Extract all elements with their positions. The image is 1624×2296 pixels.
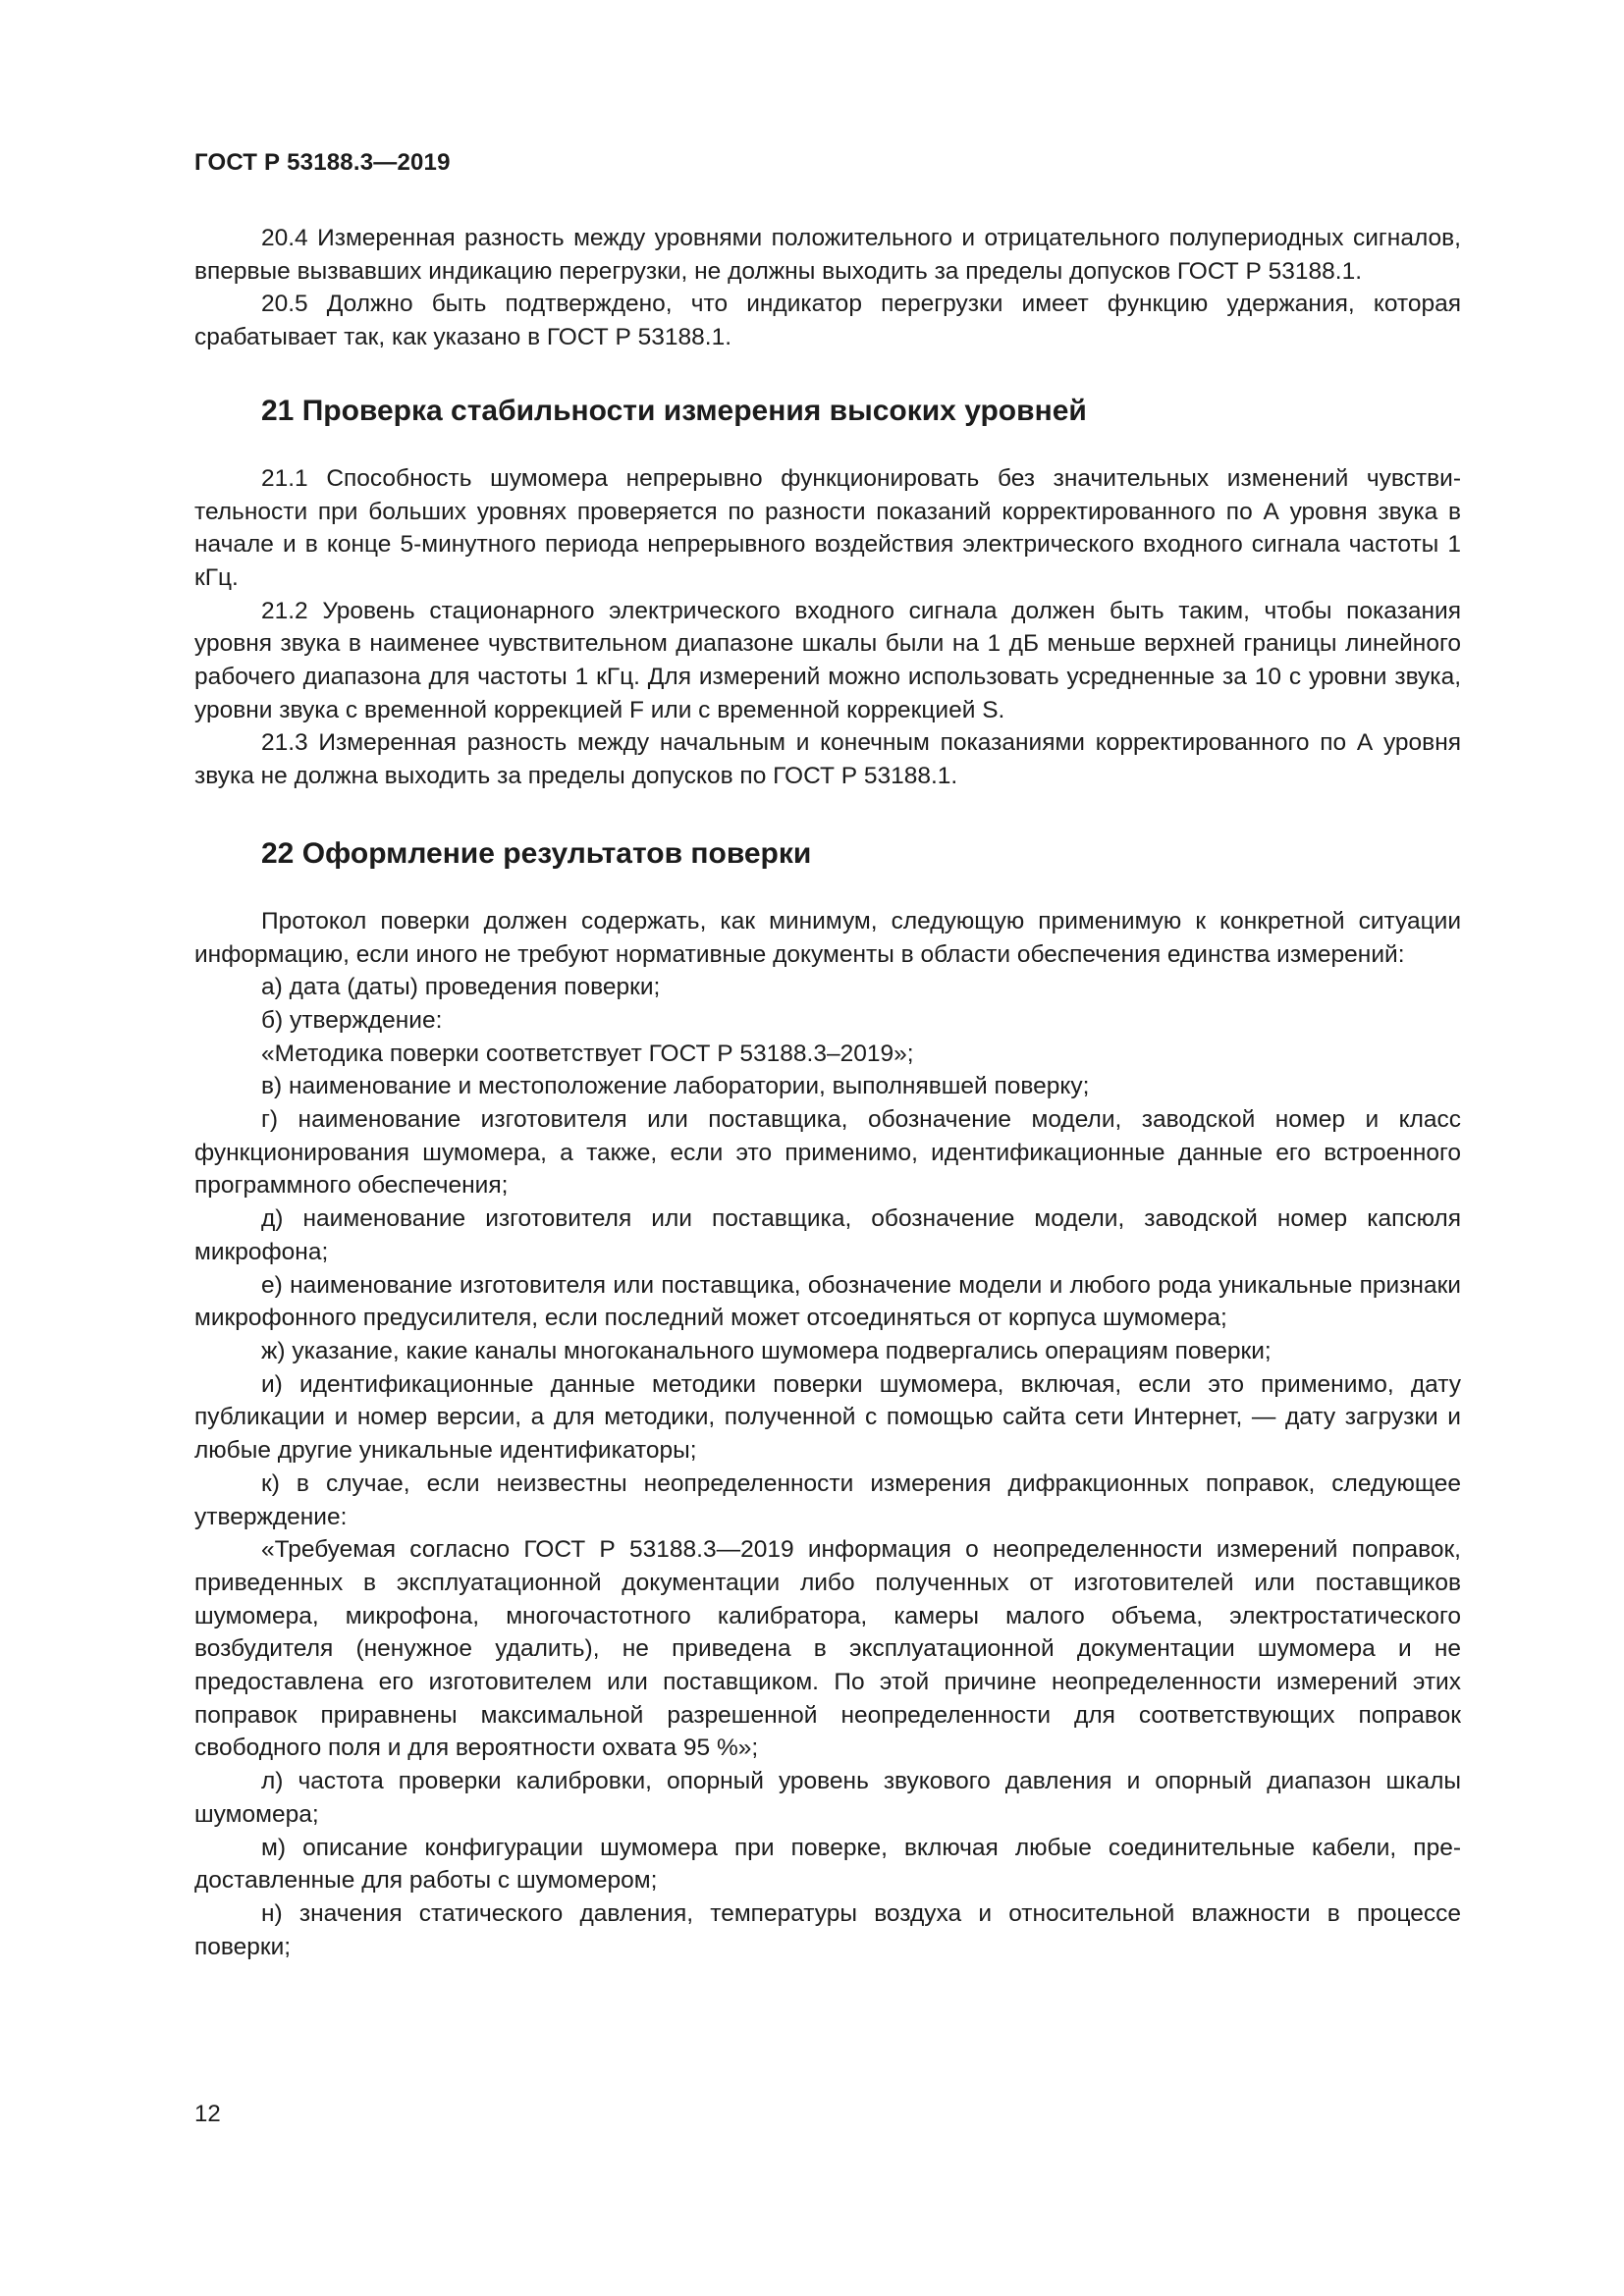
list-item-l: л) частота проверки калибровки, опорный уровень звукового давления и опорный диапазон шкалы шумомера; bbox=[194, 1768, 1461, 1828]
paragraph-21-2: 21.2 Уровень стационарного электрического входного сигнала должен быть таким, чтобы показания уровня звука в наименее чувствительном диапазоне шкалы были на 1 дБ меньше верхней границы линейного рабочего диапазона для частоты 1 кГц. Для измерений можно использовать усредненные за 10 с уровни звука, уровни звука с временной коррекцией F или с временной коррекцией S. bbox=[194, 597, 1461, 723]
document-header: ГОСТ Р 53188.3—2019 bbox=[194, 149, 451, 176]
section-22-heading: 22 Оформление результатов поверки bbox=[261, 836, 812, 870]
list-item-b: б) утверждение: bbox=[261, 1006, 443, 1034]
list-item-v: в) наименование и местоположение лаборатории, выполнявшей поверку; bbox=[261, 1073, 1090, 1100]
list-item-zh: ж) указание, какие каналы многоканального шумомера подвергались операциям поверки; bbox=[261, 1337, 1272, 1364]
paragraph-20-4: 20.4 Измеренная разность между уровнями положительного и отрицательного полупериодных сигналов, впервые вызвавших индикацию перегрузки, не должны выходить за пределы допусков ГОСТ Р 53188.1. bbox=[194, 225, 1461, 285]
section-21-heading: 21 Проверка стабильности измерения высоких уровней bbox=[261, 394, 1087, 427]
paragraph-21-1: 21.1 Способность шумомера непрерывно функционировать без значительных изменений чувствительности при больших уровнях проверяется по разности показаний корректированного по А уровня звука в начале и в конце 5-минутного периода непрерывного воздействия электрического входного сигнала частоты 1 кГц. bbox=[194, 464, 1461, 591]
list-item-a: а) дата (даты) проведения поверки; bbox=[261, 974, 661, 1001]
list-item-g: г) наименование изготовителя или поставщика, обозначение модели, заводской номер и класс функционирования шумомера, а также, если это применимо, идентификационные данные его встроенного программного обеспечения; bbox=[194, 1106, 1461, 1200]
paragraph-21-3: 21.3 Измеренная разность между начальным и конечным показаниями корректированного по А уровня звука не должна выходить за пределы допусков по ГОСТ Р 53188.1. bbox=[194, 729, 1461, 790]
list-item-e: е) наименование изготовителя или поставщика, обозначение модели и любого рода уникальные признаки микрофонного предусилителя, если последний может отсоединяться от корпуса шумомера; bbox=[194, 1271, 1461, 1332]
list-item-m: м) описание конфигурации шумомера при поверке, включая любые соединительные кабели, предоставленные для работы с шумомером; bbox=[194, 1834, 1461, 1895]
list-item-b-statement: «Методика поверки соответствует ГОСТ Р 53188.3–2019»; bbox=[261, 1040, 914, 1067]
list-item-d: д) наименование изготовителя или поставщика, обозначение модели, заводской номер капсюля микрофона; bbox=[194, 1205, 1461, 1265]
list-item-n: н) значения статического давления, температуры воздуха и относительной влажности в процессе поверки; bbox=[194, 1899, 1461, 1960]
page-number: 12 bbox=[194, 2101, 221, 2127]
list-item-k: к) в случае, если неизвестны неопределенности измерения дифракционных поправок, следующее утверждение: bbox=[194, 1469, 1461, 1530]
paragraph-22-intro: Протокол поверки должен содержать, как минимум, следующую применимую к конкретной ситуации информацию, если иного не требуют нормативные документы в области обеспечения единства измерений: bbox=[194, 907, 1461, 968]
list-item-k-statement: «Требуемая согласно ГОСТ Р 53188.3—2019 информация о неопределенности измерений поправок, приведенных в эксплуатационной документации либо полученных от изготовителей или поставщиков шумомера, микрофона, многочастотного калибратора, камеры малого объема, электростатического возбудителя (ненужное удалить), не приведена в эксплуатационной документации шумомера и не предоставлена его изготовителем или поставщиком. По этой причине неопределенности измерений этих поправок приравнены максимальной разрешенной неопределенности для соответствующих поправок свободного поля и для вероятности охвата 95 %»; bbox=[194, 1536, 1461, 1762]
paragraph-20-5: 20.5 Должно быть подтверждено, что индикатор перегрузки имеет функцию удержания, которая срабатывает так, как указано в ГОСТ Р 53188.1. bbox=[194, 291, 1461, 351]
list-item-i: и) идентификационные данные методики поверки шумомера, включая, если это применимо, дату публикации и номер версии, а для методики, полученной с помощью сайта сети Интернет, — дату загрузки и любые другие уникальные идентификаторы; bbox=[194, 1370, 1461, 1465]
document-body bbox=[194, 222, 1461, 1963]
